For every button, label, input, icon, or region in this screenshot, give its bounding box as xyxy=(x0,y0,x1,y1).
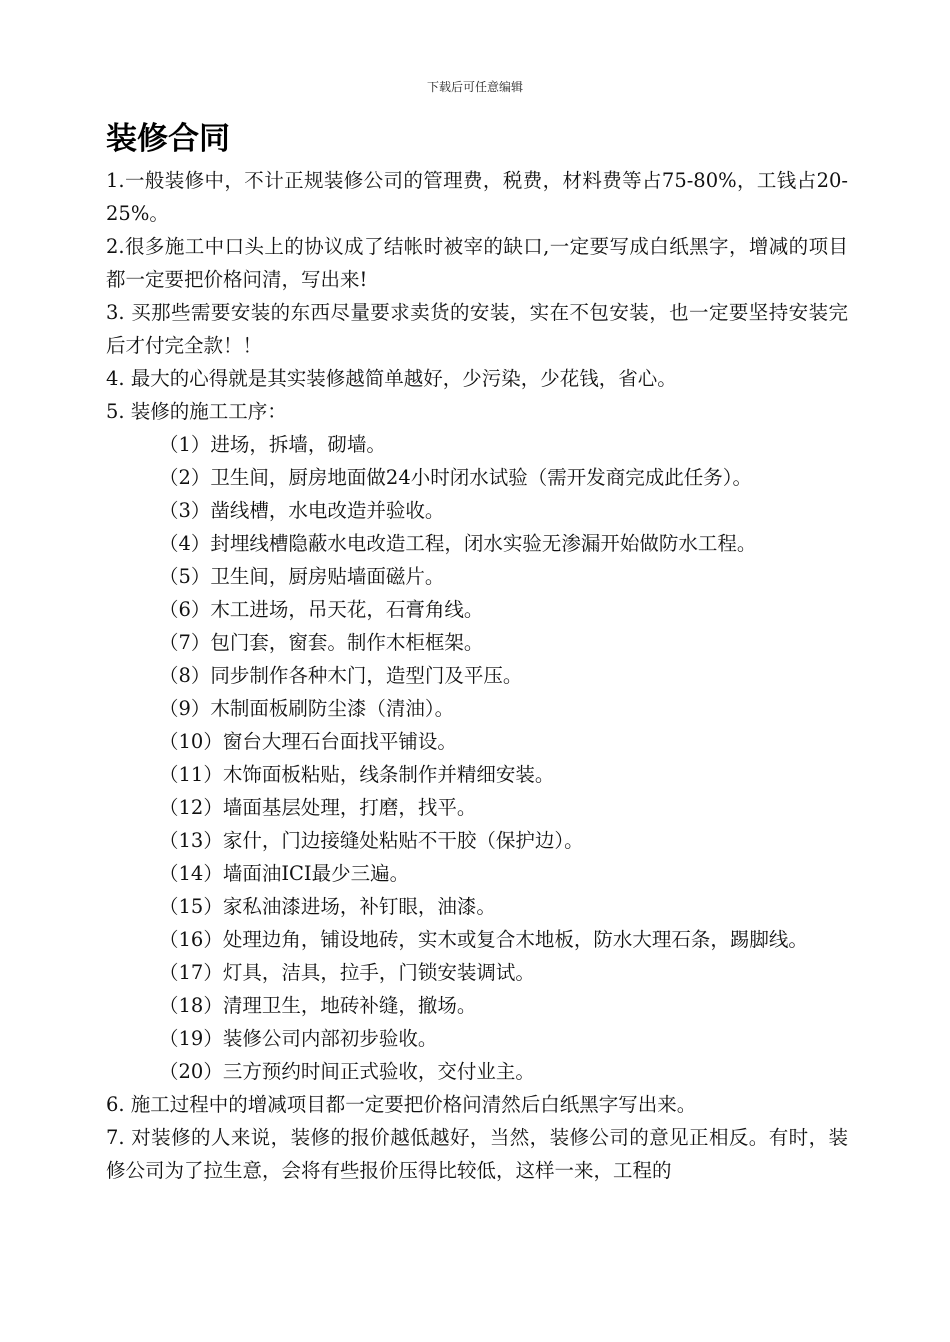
document-body xyxy=(106,164,848,1187)
list-item: （13）家什，门边接缝处粘贴不干胶（保护边）。 xyxy=(159,829,584,852)
list-item: （9）木制面板刷防尘漆（清油）。 xyxy=(159,697,455,720)
list-item: （19）装修公司内部初步验收。 xyxy=(159,1027,438,1050)
list-item: （18）清理卫生，地砖补缝，撤场。 xyxy=(159,994,477,1017)
list-item: （16）处理边角，铺设地砖，实木或复合木地板，防水大理石条，踢脚线。 xyxy=(159,928,808,951)
list-item: （1）进场，拆墙，砌墙。 xyxy=(159,433,386,456)
paragraph-4: 4. 最大的心得就是其实装修越简单越好，少污染，少花钱，省心。 xyxy=(106,367,677,390)
list-item: （2）卫生间，厨房地面做24小时闭水试验（需开发商完成此任务）。 xyxy=(159,466,752,489)
list-item: （12）墙面基层处理，打磨，找平。 xyxy=(159,796,477,819)
paragraph-7: 7. 对装修的人来说，装修的报价越低越好，当然，装修公司的意见正相反。有时，装修公司为了拉生意，会将有些报价压得比较低，这样一来，工程的 xyxy=(106,1126,848,1182)
list-item: （4）封埋线槽隐蔽水电改造工程，闭水实验无渗漏开始做防水工程。 xyxy=(159,532,757,555)
list-item: （8）同步制作各种木门，造型门及平压。 xyxy=(159,664,523,687)
list-item: （15）家私油漆进场，补钉眼，油漆。 xyxy=(159,895,496,918)
list-item: （5）卫生间，厨房贴墙面磁片。 xyxy=(159,565,445,588)
list-item: （10）窗台大理石台面找平铺设。 xyxy=(159,730,457,753)
header-note: 下载后可任意编辑 xyxy=(426,80,523,94)
paragraph-5: 5. 装修的施工工序： xyxy=(106,400,287,423)
list-item: （14）墙面油ICI最少三遍。 xyxy=(159,862,410,885)
list-item: （17）灯具，洁具，拉手，门锁安装调试。 xyxy=(159,961,535,984)
document-title: 装修合同 xyxy=(106,121,230,157)
paragraph-1: 1.一般装修中，不计正规装修公司的管理费，税费，材料费等占75-80%，工钱占20-25%。 xyxy=(106,169,848,225)
list-item: （3）凿线槽，水电改造并验收。 xyxy=(159,499,445,522)
list-item: （11）木饰面板粘贴，线条制作并精细安装。 xyxy=(159,763,555,786)
list-item: （20）三方预约时间正式验收，交付业主。 xyxy=(159,1060,535,1083)
list-item: （7）包门套，窗套。制作木柜框架。 xyxy=(159,631,484,654)
construction-steps-list xyxy=(106,428,848,1088)
paragraph-3: 3. 买那些需要安装的东西尽量要求卖货的安装，实在不包安装，也一定要坚持安装完后才付完全款！！ xyxy=(106,301,848,357)
paragraph-6: 6. 施工过程中的增减项目都一定要把价格问清然后白纸黑字写出来。 xyxy=(106,1093,697,1116)
list-item: （6）木工进场，吊天花，石膏角线。 xyxy=(159,598,484,621)
paragraph-2: 2.很多施工中口头上的协议成了结帐时被宰的缺口,一定要写成白纸黑字，增减的项目都一定要把价格问清，写出来! xyxy=(106,235,848,291)
